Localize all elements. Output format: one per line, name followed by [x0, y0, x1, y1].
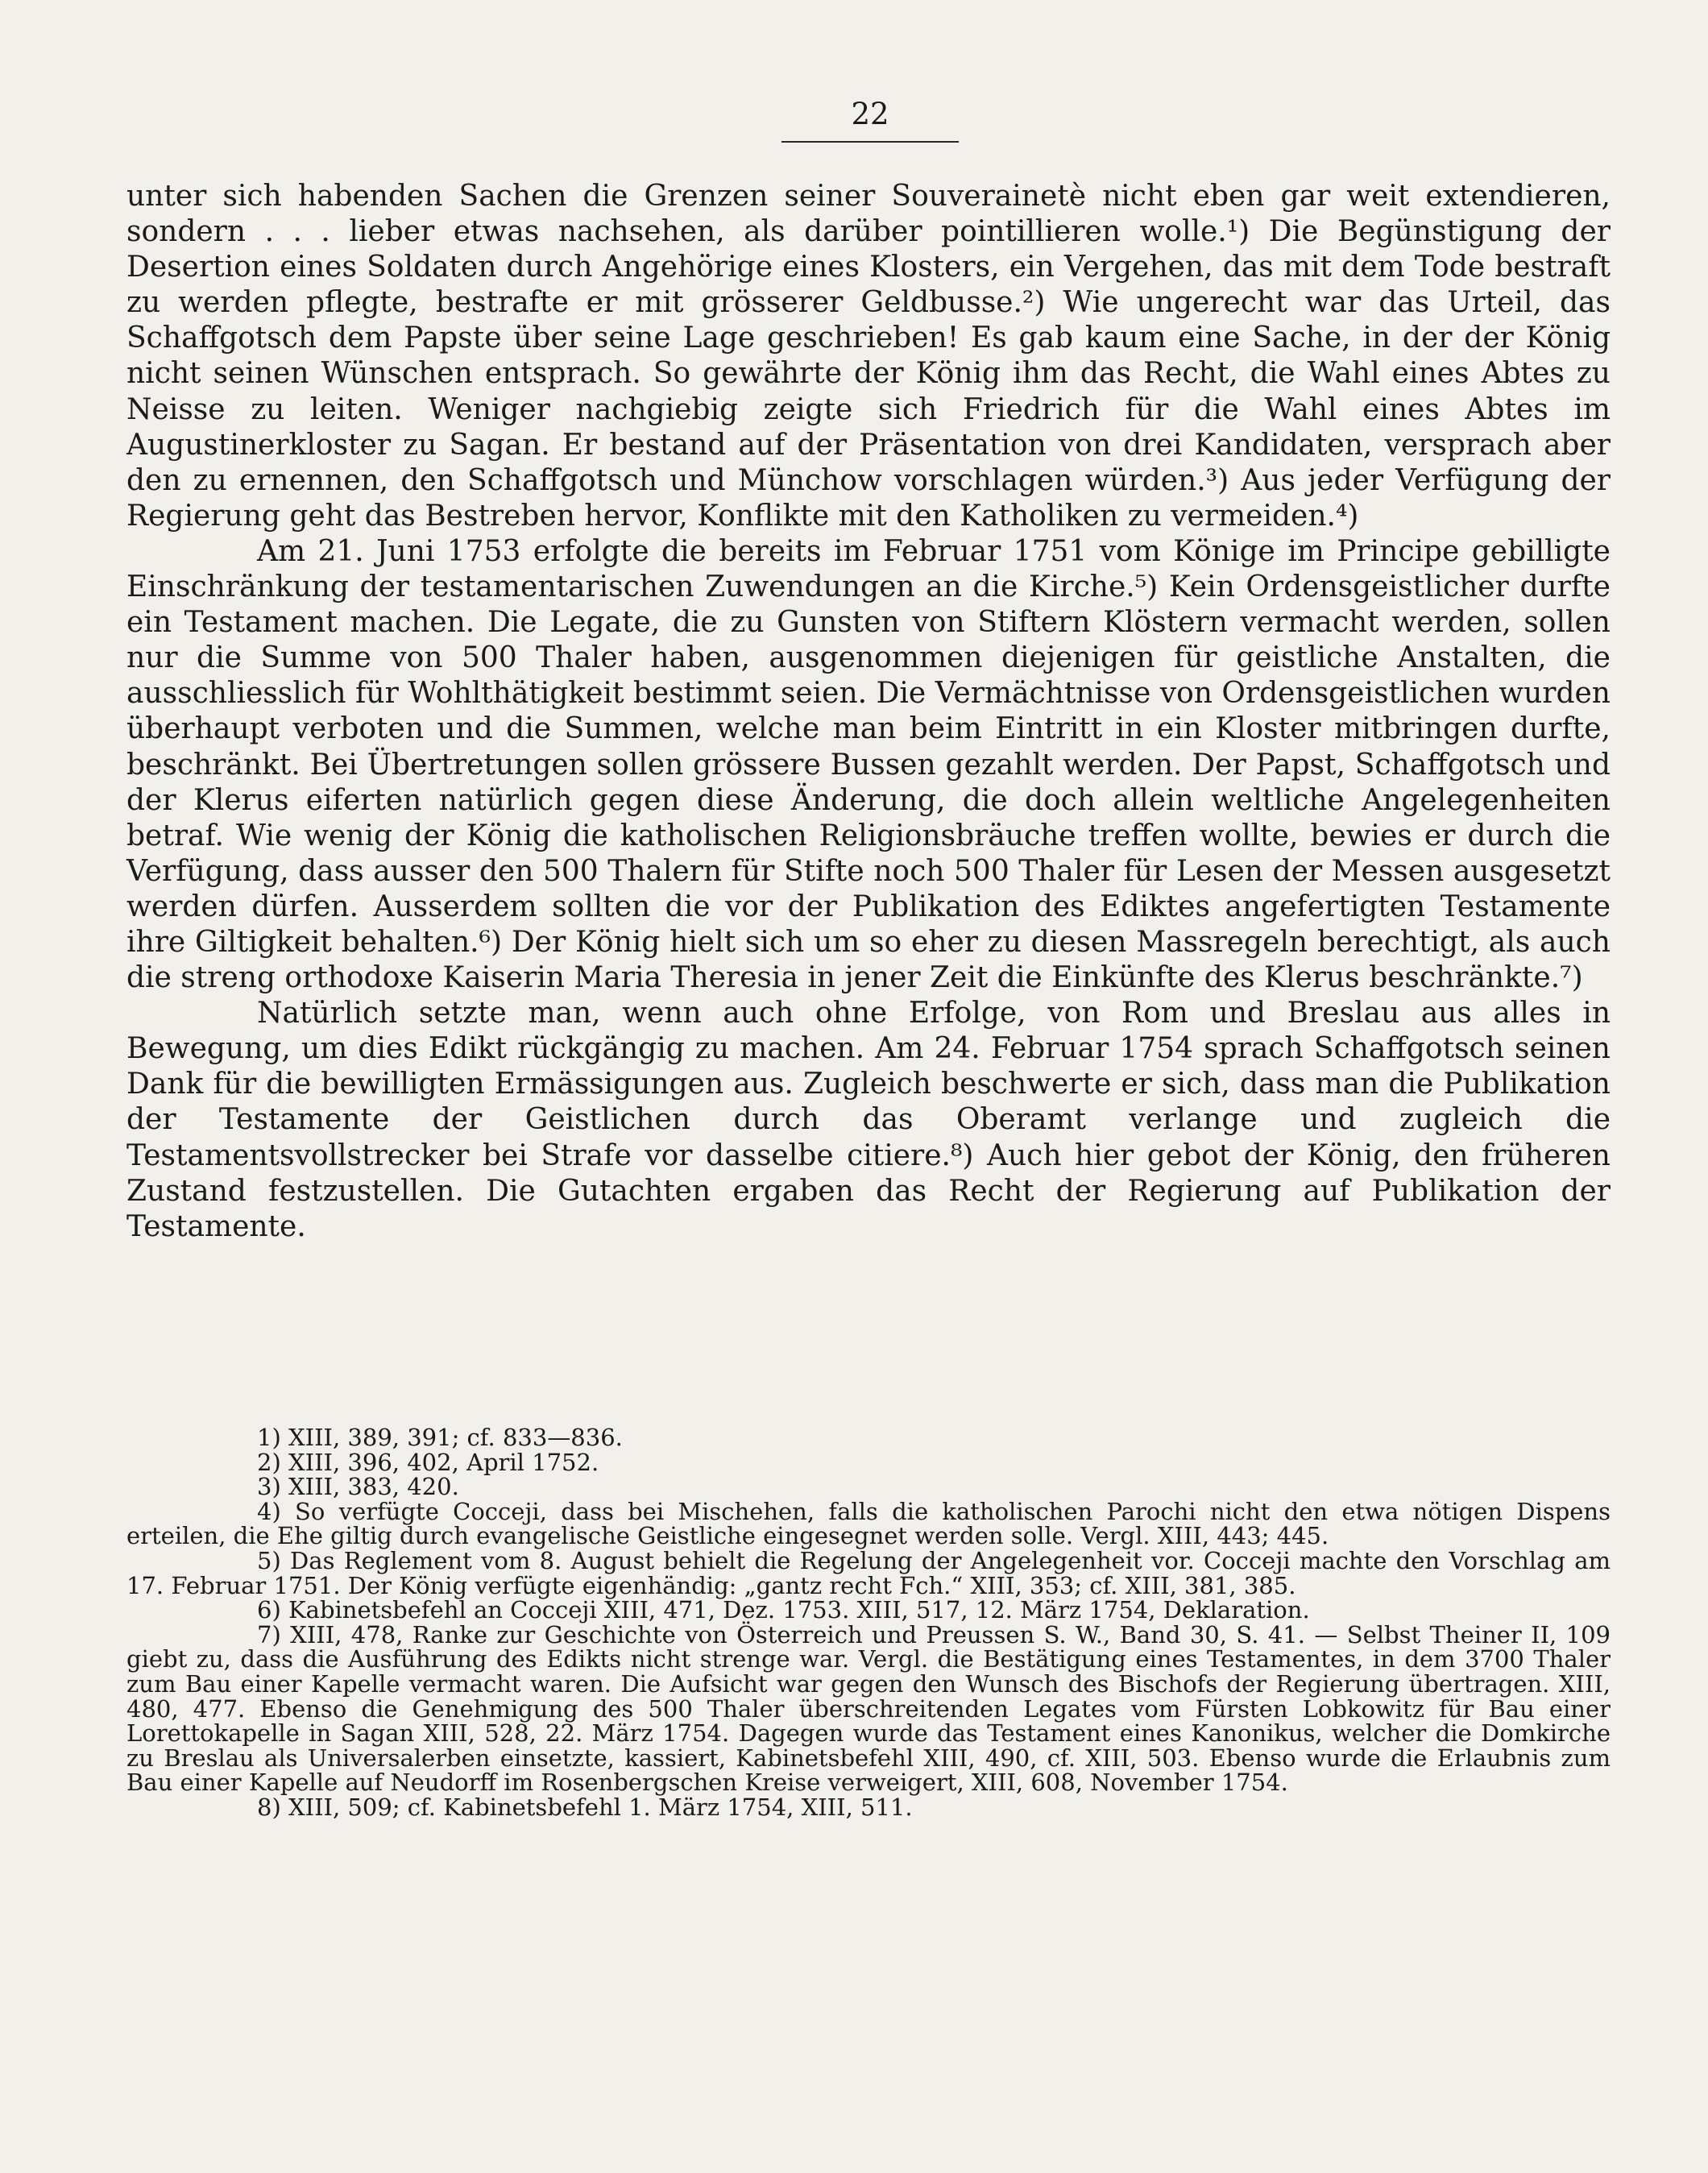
body-paragraph-2: Am 21. Juni 1753 erfolgte die bereits im Februar 1751 vom Könige im Principe gebilligte Einschränkung der testamentarischen Zuwendungen an die Kirche.⁵) Kein Ordensgeistlicher durfte ein Testament machen. Die Legate, die zu Gunsten von Stiftern Klöstern vermacht werden, sollen nur die Summe von 500 Thaler haben, ausgenommen diejenigen für geistliche Anstalten, die ausschliesslich für Wohlthätigkeit bestimmt seien. Die Vermächtnisse von Ordensgeistlichen wurden überhaupt verboten und die Summen, welche man beim Eintritt in ein Kloster mitbringen durfte, beschränkt. Bei Übertretungen sollen grössere Bussen gezahlt werden. Der Papst, Schaffgotsch und der Klerus eiferten natürlich gegen diese Änderung, die doch allein weltliche Angelegenheiten betraf. Wie wenig der König die katholischen Religionsbräuche treffen wollte, bewies er durch die Verfügung, dass ausser den 500 Thalern für Stifte noch 500 Thaler für Lesen der Messen ausgesetzt werden dürfen. Ausserdem sollten die vor der Publikation des Ediktes angefertigten Testamente ihre Giltigkeit behalten.⁶) Der König hielt sich um so eher zu diesen Massregeln berechtigt, als auch die streng orthodoxe Kaiserin Maria Theresia in jener Zeit die Einkünfte des Klerus beschränkte.⁷): [126, 534, 1611, 995]
footnote-4: 4) So verfügte Cocceji, dass bei Mischehen, falls die katholischen Parochi nicht den etwa nötigen Dispens erteilen, die Ehe giltig durch evangelische Geistliche eingesegnet werden solle. Vergl. XIII, 443; 445.: [126, 1497, 1611, 1550]
main-text: [126, 179, 1611, 1245]
body-paragraph-3: Natürlich setzte man, wenn auch ohne Erfolge, von Rom und Breslau aus alles in Bewegung, um dies Edikt rückgängig zu machen. Am 24. Februar 1754 sprach Schaffgotsch seinen Dank für die bewilligten Ermässigungen aus. Zugleich beschwerte er sich, dass man die Publikation der Testamente der Geistlichen durch das Oberamt verlange und zugleich die Testamentsvollstrecker bei Strafe vor dasselbe citiere.⁸) Auch hier gebot der König, den früheren Zustand festzustellen. Die Gutachten ergaben das Recht der Regierung auf Publikation der Testamente.: [126, 997, 1611, 1243]
footnote-5: 5) Das Reglement vom 8. August behielt die Regelung der Angelegenheit vor. Cocceji machte den Vorschlag am 17. Februar 1751. Der König verfügte eigenhändig: „gantz recht Fch.“ XIII, 353; cf. XIII, 381, 385.: [126, 1546, 1611, 1599]
footnote-6: 6) Kabinetsbefehl an Cocceji XIII, 471, Dez. 1753. XIII, 517, 12. März 1754, Deklaration.: [257, 1596, 1310, 1624]
footnote-7: 7) XIII, 478, Ranke zur Geschichte von Österreich und Preussen S. W., Band 30, S. 41. — Selbst Theiner II, 109 giebt zu, dass die Ausführung des Edikts nicht strenge war. Vergl. die Bestätigung eines Testamentes, in dem 3700 Thaler zum Bau einer Kapelle vermacht waren. Die Aufsicht war gegen den Wunsch des Bischofs der Regierung übertragen. XIII, 480, 477. Ebenso die Genehmigung des 500 Thaler überschreitenden Legates vom Fürsten Lobkowitz für Bau einer Lorettokapelle in Sagan XIII, 528, 22. März 1754. Dagegen wurde das Testament eines Kanonikus, welcher die Domkirche zu Breslau als Universalerben einsetzte, kassiert, Kabinetsbefehl XIII, 490, cf. XIII, 503. Ebenso wurde die Erlaubnis zum Bau einer Kapelle auf Neudorff im Rosenbergschen Kreise verweigert, XIII, 608, November 1754.: [126, 1620, 1611, 1797]
footnote-1: 1) XIII, 389, 391; cf. 833—836.: [257, 1424, 623, 1451]
page-number-rule: [781, 141, 959, 143]
footnotes: [126, 1425, 1611, 1820]
footnote-3: 3) XIII, 383, 420.: [257, 1473, 459, 1501]
footnote-8: 8) XIII, 509; cf. Kabinetsbefehl 1. März 1754, XIII, 511.: [257, 1793, 913, 1821]
page-number: 22: [851, 97, 889, 131]
body-paragraph-1: unter sich habenden Sachen die Grenzen seiner Souverainetè nicht eben gar weit extendieren, sondern . . . lieber etwas nachsehen, als darüber pointillieren wolle.¹) Die Begünstigung der Desertion eines Soldaten durch Angehörige eines Klosters, ein Vergehen, das mit dem Tode bestraft zu werden pflegte, bestrafte er mit grösserer Geldbusse.²) Wie ungerecht war das Urteil, das Schaffgotsch dem Papste über seine Lage geschrieben! Es gab kaum eine Sache, in der der König nicht seinen Wünschen entsprach. So gewährte der König ihm das Recht, die Wahl eines Abtes zu Neisse zu leiten. Weniger nachgiebig zeigte sich Friedrich für die Wahl eines Abtes im Augustinerkloster zu Sagan. Er bestand auf der Präsentation von drei Kandidaten, versprach aber den zu ernennen, den Schaffgotsch und Münchow vorschlagen würden.³) Aus jeder Verfügung der Regierung geht das Bestreben hervor, Konflikte mit den Katholiken zu vermeiden.⁴): [126, 180, 1611, 533]
footnote-2: 2) XIII, 396, 402, April 1752.: [257, 1448, 599, 1476]
